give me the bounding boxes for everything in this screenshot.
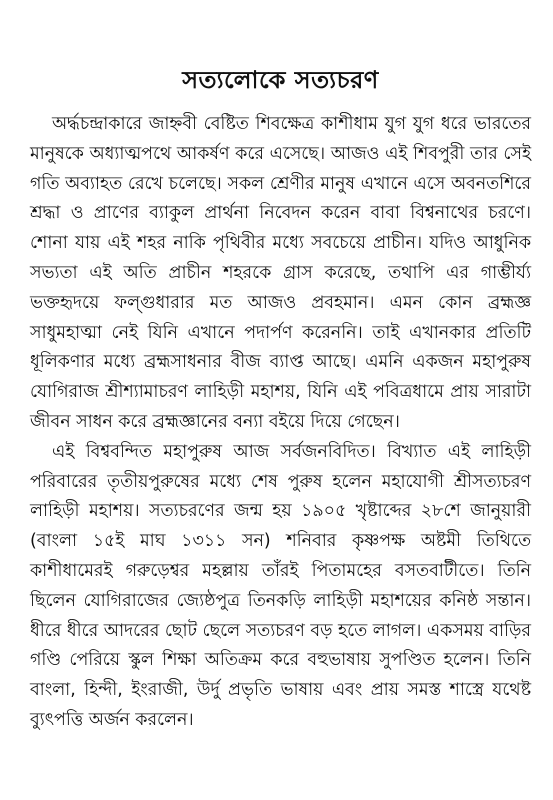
paragraph-2: এই বিশ্ববন্দিত মহাপুরুষ আজ সর্বজনবিদিত। বিখ্যাত এই লাহিড়ী পরিবারের তৃতীয়পুরুষের মধ্যে শেষ পুরুষ হলেন মহাযোগী শ্রীসত্যচরণ লাহিড়ী মহাশয়। সত্যচরণের জন্ম হয় ১৯০৫ খৃষ্টাব্দের ২৮শে জানুয়ারী (বাংলা ১৫ই মাঘ ১৩১১ সন) শনিবার কৃষ্ণপক্ষ অষ্টমী তিথিতে কাশীধামেরই গরুড়েশ্বর মহল্লায় তাঁরই পিতামহের বসতবাটীতে। তিনি ছিলেন যোগিরাজের জ্যেষ্ঠপুত্র তিনকড়ি লাহিড়ী মহাশয়ের কনিষ্ঠ সন্তান। ধীরে ধীরে আদরের ছোট ছেলে সত্যচরণ বড় হতে লাগল। একসময় বাড়ির গণ্ডি পেরিয়ে স্কুল শিক্ষা অতিক্রম করে বহুভাষায় সুপণ্ডিত হলেন। তিনি বাংলা, হিন্দী, ইংরাজী, উর্দু প্রভৃতি ভাষায় এবং প্রায় সমস্ত শাস্ত্রে যথেষ্ট ব্যুৎপত্তি অর্জন করলেন। xyxy=(30,441,531,730)
paragraph-1: অর্দ্ধচন্দ্রাকারে জাহ্নবী বেষ্টিত শিবক্ষেত্র কাশীধাম যুগ যুগ ধরে ভারতের মানুষকে অধ্যাত্মপথে আকর্ষণ করে এসেছে। আজও এই শিবপুরী তার সেই গতি অব্যাহত রেখে চলেছে। সকল শ্রেণীর মানুষ এখানে এসে অবনতশিরে শ্রদ্ধা ও প্রাণের ব্যাকুল প্রার্থনা নিবেদন করেন বাবা বিশ্বনাথের চরণে। শোনা যায় এই শহর নাকি পৃথিবীর মধ্যে সবচেয়ে প্রাচীন। যদিও আধুনিক সভ্যতা এই অতি প্রাচীন শহরকে গ্রাস করেছে, তথাপি এর গাম্ভীর্য্য ভক্তহৃদয়ে ফল্গুধারার মত আজও প্রবহমান। এমন কোন ব্রহ্মজ্ঞ সাধুমহাত্মা নেই যিনি এখানে পদার্পণ করেননি। তাই এখানকার প্রতিটি ধূলিকণার মধ্যে ব্রহ্মসাধনার বীজ ব্যাপ্ত আছে। এমনি একজন মহাপুরুষ যোগিরাজ শ্রীশ্যামাচরণ লাহিড়ী মহাশয়, যিনি এই পবিত্রধামে প্রায় সারাটা জীবন সাধন করে ব্রহ্মজ্ঞানের বন্যা বইয়ে দিয়ে গেছেন। xyxy=(30,114,531,432)
page-title: সত্যলোকে সত্যচরণ xyxy=(182,66,379,94)
